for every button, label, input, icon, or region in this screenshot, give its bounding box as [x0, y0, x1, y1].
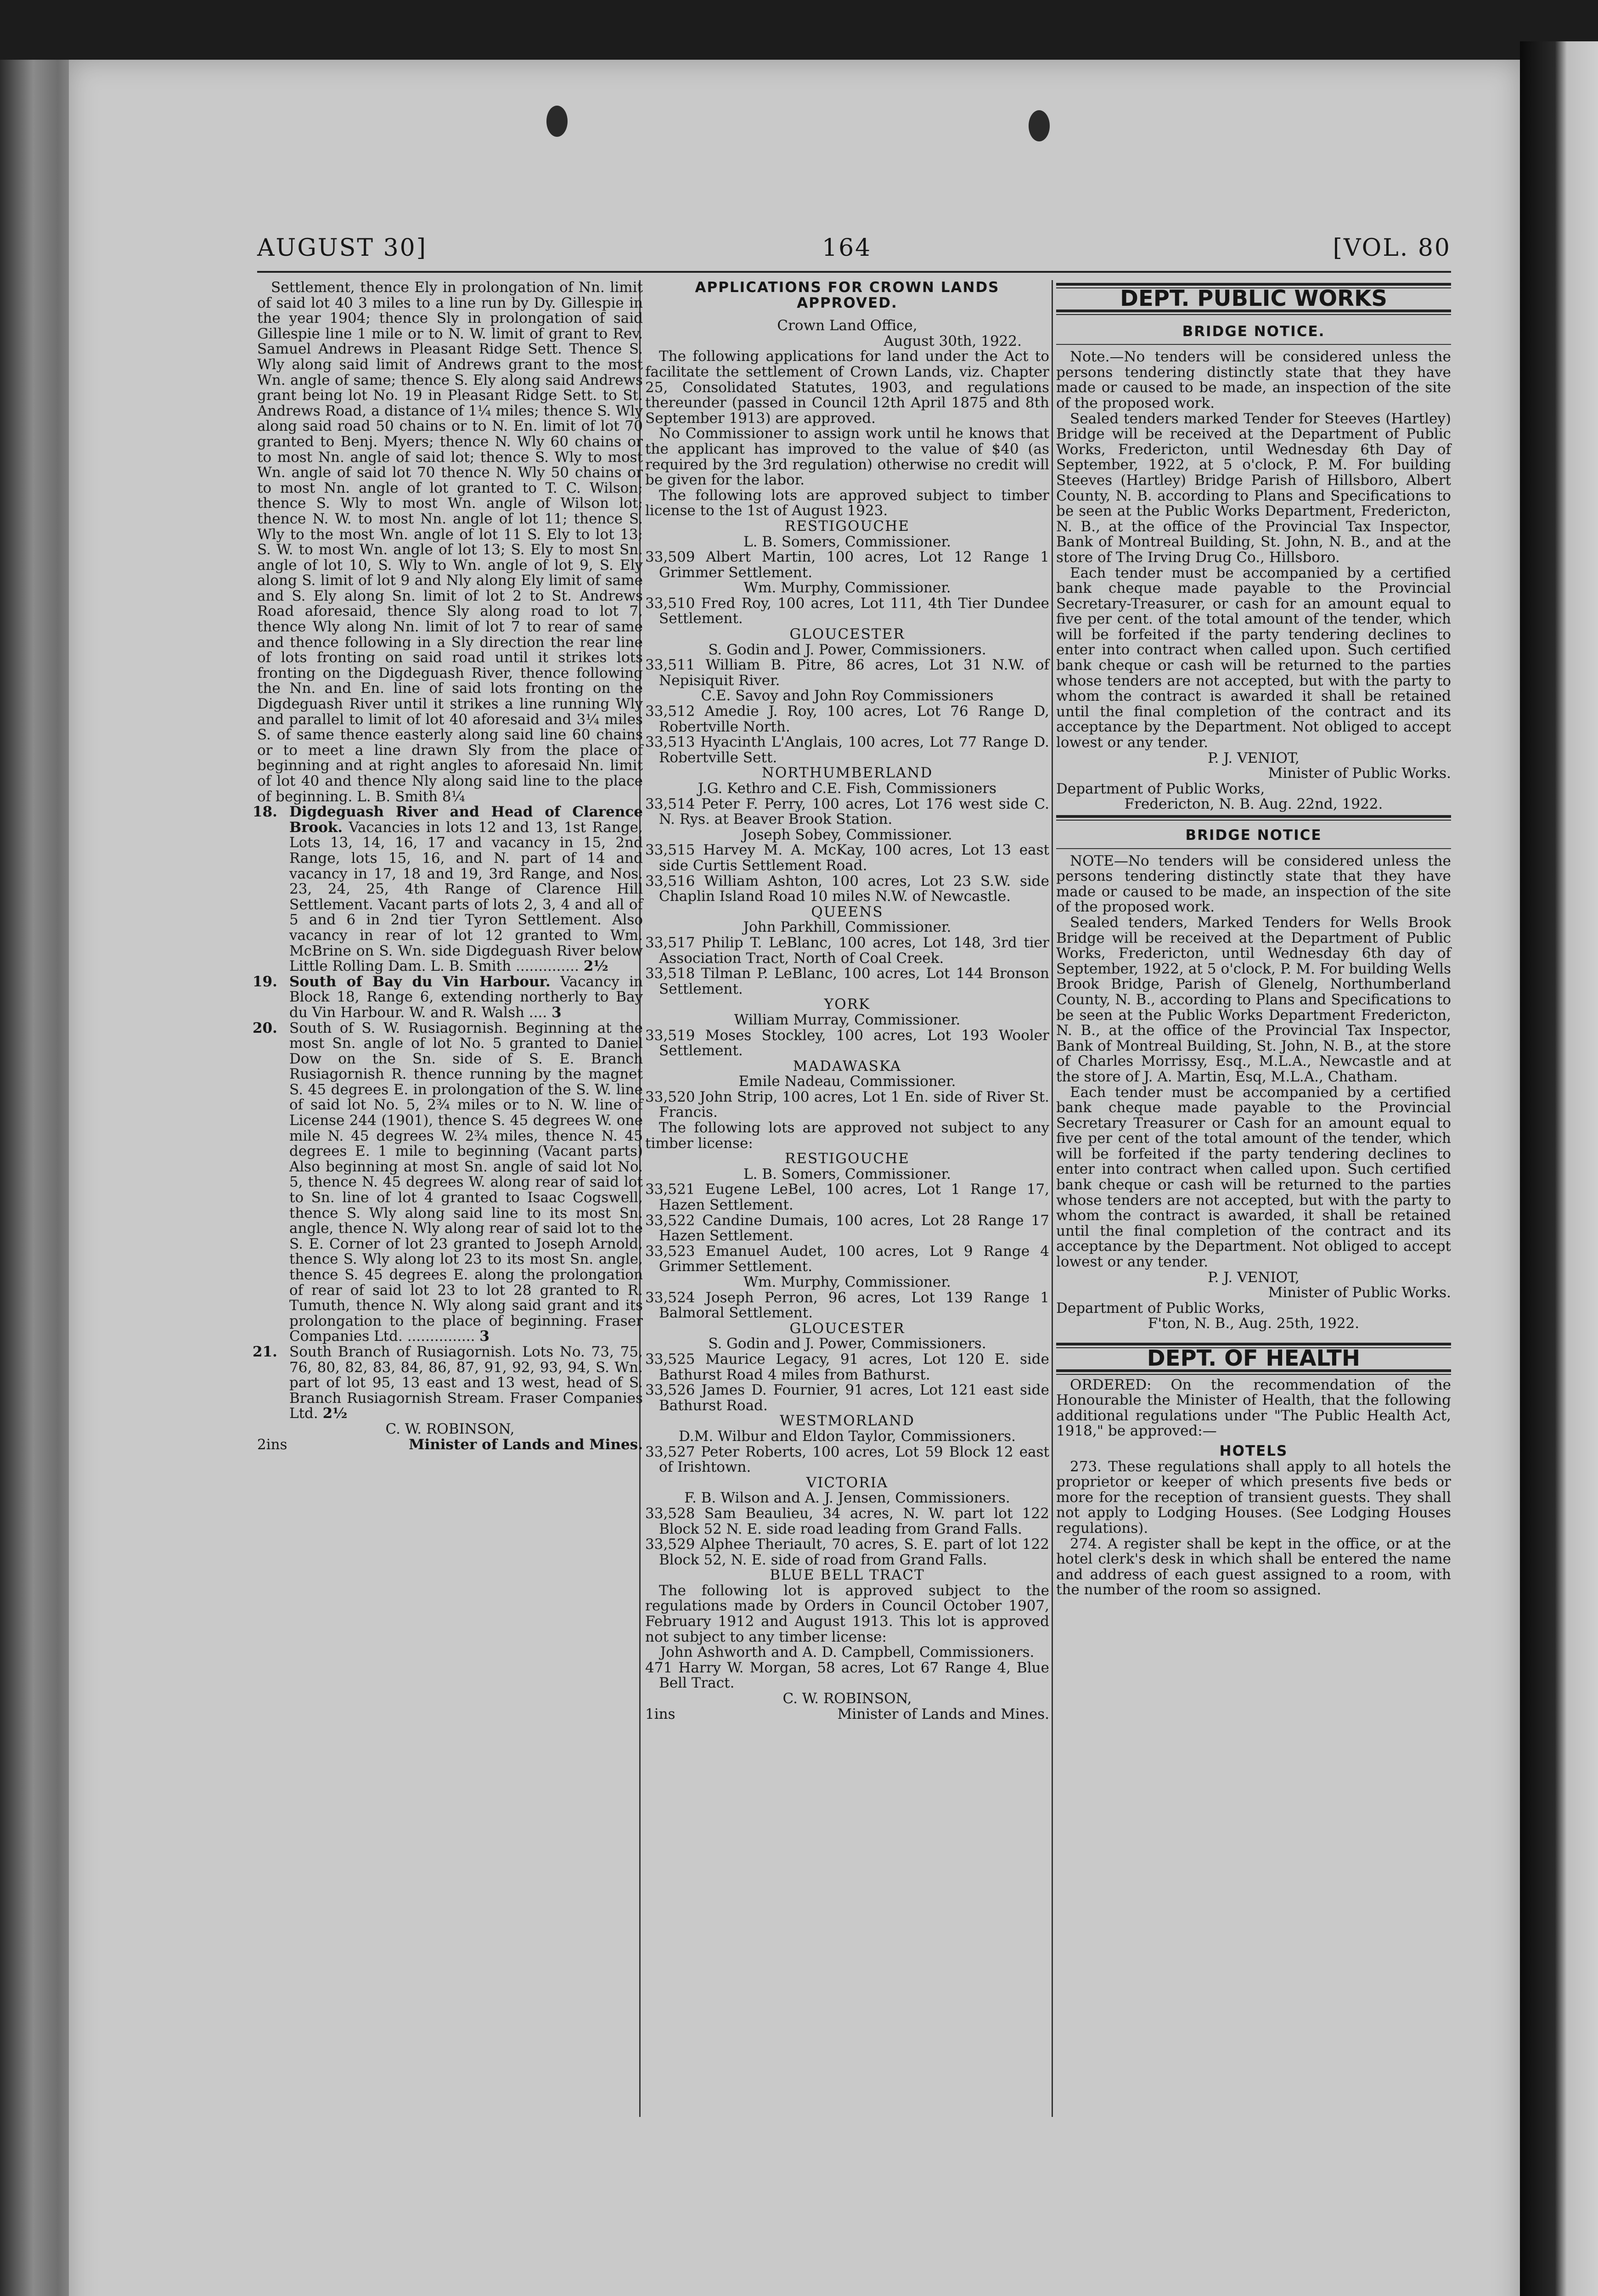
commissioner-names: L. B. Somers, Commissioner.	[743, 533, 951, 550]
county-restigouche-2	[645, 1151, 1049, 1321]
commissioner-names: S. Godin and J. Power, Commissioners.	[708, 1335, 986, 1352]
entry-title: South Branch of Rusiagornish.	[289, 1343, 516, 1360]
department-line: Department of Public Works,	[1056, 1300, 1265, 1317]
lot-entry: 33,511 William B. Pitre, 86 acres, Lot 31 N.W. of Nepisiquit River.	[645, 657, 1049, 689]
column-divider	[1052, 280, 1053, 2117]
entry-20	[253, 1019, 643, 1345]
insertion-count: 2ins	[257, 1436, 287, 1453]
commissioner-names: Wm. Murphy, Commissioner.	[743, 580, 951, 597]
header-page-number: 164	[822, 234, 872, 262]
blue-bell-heading: BLUE BELL TRACT	[770, 1567, 925, 1584]
county-name: RESTIGOUCHE	[785, 518, 910, 535]
regulation-274: 274. A register shall be kept in the office, or at the hotel clerk's desk in which shall be entered the name and address of each guest assigned to a room, with the number of the room so assigned.	[1056, 1535, 1451, 1598]
lot-entry: 33,522 Candine Dumais, 100 acres, Lot 28 Range 17 Hazen Settlement.	[645, 1212, 1049, 1244]
commissioner-names: F. B. Wilson and A. J. Jensen, Commissioners.	[684, 1490, 1010, 1507]
regulation-273: 273. These regulations shall apply to all hotels the proprietor or keeper of which presents five beds or more for the reception of transient guests. They shall not apply to Lodging Houses. (See Lodging Houses regulations).	[1056, 1458, 1451, 1536]
signature-line	[257, 1437, 643, 1453]
lot-entry: 33,527 Peter Roberts, 100 acres, Lot 59 Block 12 east of Irishtown.	[645, 1443, 1049, 1476]
county-queens	[645, 905, 1049, 997]
commissioner-names: Emile Nadeau, Commissioner.	[738, 1073, 956, 1090]
area-value: 2½	[322, 1405, 348, 1422]
section-rule	[1056, 815, 1451, 821]
section-rule	[1056, 344, 1451, 345]
county-gloucester-2	[645, 1321, 1049, 1414]
lot-entry: 33,514 Peter F. Perry, 100 acres, Lot 176 west side C. N. Rys. at Beaver Brook Station.	[645, 795, 1049, 828]
column-land-descriptions	[253, 279, 643, 2103]
signature-title: Minister of Lands and Mines.	[409, 1436, 643, 1453]
entry-number: 21.	[253, 1343, 277, 1360]
section-rule	[1056, 848, 1451, 849]
binding-hole-icon	[1029, 110, 1050, 141]
no-timber-license-paragraph: The following lots are approved not subject to any timber license:	[645, 1120, 1049, 1152]
commissioner-paragraph: No Commissioner to assign work until he knows that the applicant has improved to the value of $40 (as required by the 3rd regulation) otherwise no credit will be given for the labor.	[645, 425, 1049, 489]
office-name: Crown Land Office,	[777, 317, 917, 334]
county-york	[645, 997, 1049, 1058]
entry-title: South of Bay du Vin Harbour.	[289, 973, 551, 990]
county-name: GLOUCESTER	[789, 1320, 905, 1337]
dept-public-works-heading: DEPT. PUBLIC WORKS	[1120, 286, 1387, 311]
county-name: NORTHUMBERLAND	[761, 765, 933, 782]
county-name: RESTIGOUCHE	[785, 1150, 910, 1167]
bridge-notice-note: Note.—No tenders will be considered unless the persons tendering distinctly state that they have made or caused to be made, an inspection of the site of the proposed work.	[1056, 349, 1451, 411]
department-line: Department of Public Works,	[1056, 780, 1265, 797]
county-westmorland	[645, 1413, 1049, 1475]
lot-entry: 33,525 Maurice Legacy, 91 acres, Lot 120 E. side Bathurst Road 4 miles from Bathurst.	[645, 1351, 1049, 1383]
lot-entry: 33,521 Eugene LeBel, 100 acres, Lot 1 Range 17, Hazen Settlement.	[645, 1181, 1049, 1214]
area-value: 3	[551, 1004, 562, 1021]
bridge-notice-body: Sealed tenders marked Tender for Steeves (Hartley) Bridge will be received at the Department of Public Works, Fredericton, until Wednesday 6th Day of September, 1922, at 5 o'clock, P. M. For building Steeves (Hartley) Bridge Parish of Hillsboro, Albert County, N. B. according to Plans and Specifications to be seen at the Public Works Department, Fredericton, N. B., at the office of the Provincial Tax Inspector, Bank of Montreal Building, St. John, N. B., and at the store of The Irving Drug Co., Hillsboro.	[1056, 410, 1451, 566]
county-name: MADAWASKA	[793, 1058, 902, 1075]
commissioner-names: C.E. Savoy and John Roy Commissioners	[701, 687, 994, 704]
commissioner-names: D.M. Wilbur and Eldon Taylor, Commissioners.	[678, 1428, 1016, 1445]
place-date: F'ton, N. B., Aug. 25th, 1922.	[1148, 1315, 1360, 1332]
hotels-heading: HOTELS	[1219, 1442, 1288, 1459]
bridge-notice-heading: BRIDGE NOTICE	[1185, 827, 1322, 844]
signature-title: Minister of Lands and Mines.	[837, 1705, 1049, 1722]
entry-21	[253, 1343, 643, 1422]
entry-text: Lots No. 73, 75, 76, 80, 82, 83, 84, 86, 87, 91, 92, 93, 94, S. Wn. part of lot 95, 13 east and 13 west, head of S. Branch Rusiagornish Stream. Fraser Companies Ltd.	[289, 1343, 643, 1422]
header-date: AUGUST 30]	[257, 234, 428, 262]
column-departments	[1056, 280, 1451, 2103]
area-value: 8¼	[442, 788, 465, 805]
county-name: WESTMORLAND	[780, 1412, 915, 1429]
bridge-notice-note: NOTE—No tenders will be considered unless the persons tendering distinctly state that they have made or caused to be made, an inspection of the site of the proposed work.	[1056, 852, 1451, 916]
bridge-notice-body: Sealed tenders, Marked Tenders for Wells Brook Bridge will be received at the Department of Public Works, Fredericton, until Wednesday 6th day of September, 1922, at 5 o'clock, P. M. For building Wells Brook Bridge, Parish of Glenelg, Northumberland County, N. B., according to Plans and Specifications to be seen at the Public Works Department Fredericton, N. B., at the office of the Provincial Tax Inspector, Bank of Montreal Building, St. John, N. B., at the store of Charles Morrissy, Esq., M.L.A., Newcastle and at the store of J. A. Martin, Esq, M.L.A., Chatham.	[1056, 914, 1451, 1085]
binding-hole-icon	[546, 106, 568, 137]
lot-entry: 33,519 Moses Stockley, 100 acres, Lot 193 Wooler Settlement.	[645, 1027, 1049, 1059]
insertion-count: 1ins	[645, 1705, 675, 1722]
commissioner-names: Joseph Sobey, Commissioner.	[742, 826, 952, 843]
lot-entry: 33,515 Harvey M. A. McKay, 100 acres, Lot 13 east side Curtis Settlement Road.	[645, 842, 1049, 874]
lot-entry: 33,526 James D. Fournier, 91 acres, Lot 121 east side Bathurst Road.	[645, 1382, 1049, 1414]
county-gloucester-1	[645, 627, 1049, 765]
lot-entry: 33,523 Emanuel Audet, 100 acres, Lot 9 Range 4 Grimmer Settlement.	[645, 1243, 1049, 1275]
opening-text: Settlement, thence Ely in prolongation of Nn. limit of said lot 40 3 miles to a line run by Dy. Gillespie in the year 1904; thence Sly in prolongation of said Gillespie line 1 mile or to N. W. limit of grant to Rev. Samuel Andrews in Pleasant Ridge Sett. Thence S. Wly along said limit of Andrews grant to the most Wn. angle of same; thence S. Ely along said Andrews grant being lot No. 19 in Pleasant Ridge Sett. to St. Andrews Road, a distance of 1¼ miles; thence S. Wly along said road 50 chains or to N. En. limit of lot 70 granted to Benj. Myers; thence N. Wly 60 chains or to most Nn. angle of said lot; thence S. Wly to most Wn. angle of said lot 70 thence N. Wly 50 chains or to most Nn. angle of lot granted to T. C. Wilson; thence S. Wly to most Wn. angle of Wilson lot; thence N. W. to most Nn. angle of lot 11; thence S. Wly to the most Wn. angle of lot 11 S. Ely to lot 13; S. W. to most Wn. angle of lot 13; S. Ely to most Sn. angle of lot 10, S. Wly to Wn. angle of lot 9, S. Ely along S. limit of lot 9 and Nly along Ely limit of same and S. Ely along Sn. limit of lot 2 to St. Andrews Road aforesaid, thence Sly along road to lot 7, thence Wly along Nn. limit of lot 7 to rear of same and thence following in a Sly direction the rear line of lots fronting on said road until it strikes lots fronting on the Digdeguash River, thence following the Nn. and En. line of said lots fronting on the Digdeguash River until it strikes a line running Wly and parallel to limit of lot 40 aforesaid and 3¼ miles S. of same thence easterly along said line 60 chains or to meet a line drawn Sly from the place of beginning and at right angles to aforesaid Nn. limit of lot 40 and thence Nly along said line to the place of beginning. L. B. Smith	[257, 279, 643, 805]
lot-entry: 471 Harry W. Morgan, 58 acres, Lot 67 Range 4, Blue Bell Tract.	[645, 1659, 1049, 1692]
signer-title: Minister of Public Works.	[1268, 765, 1451, 782]
commissioner-names: William Murray, Commissioner.	[734, 1011, 961, 1028]
opening-paragraph	[257, 280, 643, 805]
entry-title: Digdeguash River and Head of Clarence Brook.	[289, 804, 643, 836]
book-spine-right	[1520, 41, 1598, 2296]
entry-text: Beginning at the most Sn. angle of lot No. 5 granted to Daniel Dow on the Sn. side of S. E. Branch Rusiagornish R. thence running by the magnet S. 45 degrees E. in prolongation of the S. W. line of said lot No. 5, 2¾ miles or to N. W. line of License 244 (1901), thence S. 45 degrees W. one mile N. 45 degrees W. 2¾ miles, thence N. 45 degrees E. 1 mile to beginning (Vacant parts) Also beginning at most Sn. angle of said lot No. 5, thence N. 45 degrees W. along rear of said lot to Sn. line of lot 4 granted to Isaac Cogswell, thence S. Wly along said line to its most Sn. angle, thence N. Wly along rear of said lot to the S. E. Corner of lot 23 granted to Joseph Arnold, thence S. Wly along lot 23 to its most Sn. angle, thence S. 45 degrees E. along the prolongation of rear of said lot 23 to lot 28 granted to R. Tumuth, thence N. Wly along said grant and its prolongation to the place of beginning. Fraser Companies Ltd. ...............	[289, 1019, 643, 1345]
entry-19	[253, 973, 643, 1021]
area-value: 3	[479, 1328, 490, 1345]
entry-number: 20.	[253, 1019, 277, 1036]
county-name: GLOUCESTER	[789, 626, 905, 643]
county-restigouche-1	[645, 519, 1049, 627]
entry-number: 19.	[253, 973, 277, 990]
lot-entry: 33,517 Philip T. LeBlanc, 100 acres, Lot 148, 3rd tier Association Tract, North of Coal Creek.	[645, 934, 1049, 967]
bridge-notice-cheque: Each tender must be accompanied by a certified bank cheque made payable to the Provincial Secretary-Treasurer, or cash for an amount equal to five per cent. of the total amount of the tender, which will be forfeited if the party tendering declines to enter into contract when called upon. Such certified bank cheque or cash will be returned to the parties whose tenders are not accepted, but with the party to whom the contract is awarded it shall be retained until the final completion of the contract and its acceptance by the Department. Not obliged to accept lowest or any tender.	[1056, 564, 1451, 751]
bridge-notice-cheque: Each tender must be accompanied by a certified bank cheque made payable to the Provincial Secretary Treasurer or Cash for an amount equal to five per cent of the total amount of the tender, which will be forfeited if the party tendering declines to enter into contract when called upon. Such certified bank cheque or cash will be returned to the parties whose tenders are not accepted, but with the party to whom the contract is awarded, it shall be retained until the final completion of the contract and its acceptance by the Department. Not obliged to accept lowest or any tender.	[1056, 1084, 1451, 1271]
lot-entry: 33,524 Joseph Perron, 96 acres, Lot 139 Range 1 Balmoral Settlement.	[645, 1289, 1049, 1322]
entry-title: South of S. W. Rusiagornish.	[289, 1019, 508, 1036]
header-rule	[257, 271, 1451, 273]
county-victoria	[645, 1475, 1049, 1568]
commissioner-names: L. B. Somers, Commissioner.	[743, 1165, 951, 1182]
lot-entry: 33,516 William Ashton, 100 acres, Lot 23 S.W. side Chaplin Island Road 10 miles N.W. of Newcastle.	[645, 872, 1049, 905]
entry-number: 18.	[253, 804, 277, 821]
commissioner-names: John Parkhill, Commissioner.	[743, 919, 951, 936]
office-date: August 30th, 1922.	[883, 332, 1022, 349]
dept-health-heading: DEPT. OF HEALTH	[1147, 1345, 1361, 1371]
entry-18	[253, 804, 643, 975]
signer-name: P. J. VENIOT,	[1208, 1269, 1300, 1286]
signer-title: Minister of Public Works.	[1268, 1284, 1451, 1301]
area-value: 2½	[583, 958, 608, 975]
lot-entry: 33,520 John Strip, 100 acres, Lot 1 En. side of River St. Francis.	[645, 1088, 1049, 1121]
bridge-notice-heading: BRIDGE NOTICE.	[1182, 323, 1325, 340]
entry-text: Vacancies in lots 12 and 13, 1st Range, Lots 13, 14, 16, 17 and vacancy in 15, 2nd Range, lots 15, 16, and N. part of 14 and vacancy in 17, 18 and 19, 3rd Range, and Nos. 23, 24, 25, 4th Range of Clarence Hill Settlement. Vacant parts of lots 2, 3, 4 and all of 5 and 6 in 2nd tier Tyron Settlement. Also vacancy in rear of lot 12 granted to Wm. McBrine on S. Wn. side Digdeguash River below Little Rolling Dam. L. B. Smith ..............	[289, 819, 643, 975]
intro-paragraph: The following applications for land under the Act to facilitate the settlement of Crown Lands, viz. Chapter 25, Consolidated Statutes, 1903, and regulations thereunder (passed in Council 12th April 1875 and 8th September 1913) are approved.	[645, 348, 1049, 427]
crown-lands-heading: APPLICATIONS FOR CROWN LANDS APPROVED.	[695, 279, 1000, 311]
entry-text: Vacancy in Block 18, Range 6, extending northerly to Bay du Vin Harbour. W. and R. Walsh ....	[289, 973, 643, 1021]
lot-entry: 33,509 Albert Martin, 100 acres, Lot 12 Range 1 Grimmer Settlement.	[645, 549, 1049, 581]
lot-entry: 33,529 Alphee Theriault, 70 acres, S. E. part of lot 122 Block 52, N. E. side of road from Grand Falls.	[645, 1536, 1049, 1568]
commissioner-names: J.G. Kethro and C.E. Fish, Commissioners	[698, 780, 997, 797]
place-date: Fredericton, N. B. Aug. 22nd, 1922.	[1124, 796, 1383, 813]
commissioner-names: Wm. Murphy, Commissioner.	[743, 1274, 951, 1290]
county-northumberland	[645, 765, 1049, 904]
commissioner-names: John Ashworth and A. D. Campbell, Commissioners.	[660, 1644, 1035, 1661]
county-name: YORK	[824, 996, 871, 1013]
column-crown-lands	[645, 280, 1049, 2103]
page-header	[257, 234, 1451, 266]
lot-entry: 33,510 Fred Roy, 100 acres, Lot 111, 4th Tier Dundee Settlement.	[645, 595, 1049, 627]
header-volume: [VOL. 80	[1333, 234, 1451, 262]
signature-line	[645, 1707, 1049, 1722]
commissioner-names: S. Godin and J. Power, Commissioners.	[708, 641, 986, 658]
signer-name: P. J. VENIOT,	[1208, 749, 1300, 766]
timber-license-paragraph: The following lots are approved subject to timber license to the 1st of August 1923.	[645, 487, 1049, 519]
signature-name: C. W. ROBINSON,	[385, 1420, 515, 1437]
lot-entry: 33,518 Tilman P. LeBlanc, 100 acres, Lot 144 Bronson Settlement.	[645, 965, 1049, 997]
lot-entry: 33,512 Amedie J. Roy, 100 acres, Lot 76 Range D, Robertville North.	[645, 703, 1049, 735]
lot-entry: 33,528 Sam Beaulieu, 34 acres, N. W. part lot 122 Block 52 N. E. side road leading from Grand Falls.	[645, 1505, 1049, 1537]
blue-bell-text: The following lot is approved subject to the regulations made by Orders in Council October 1907, February 1912 and August 1913. This lot is approved not subject to any timber license:	[645, 1582, 1049, 1645]
ordered-paragraph: ORDERED: On the recommendation of the Honourable the Minister of Health, that the following additional regulations under "The Public Health Act, 1918," be approved:—	[1056, 1376, 1451, 1440]
signature-name: C. W. ROBINSON,	[782, 1690, 912, 1707]
county-name: VICTORIA	[806, 1474, 889, 1491]
county-name: QUEENS	[811, 903, 883, 920]
county-madawaska	[645, 1059, 1049, 1120]
lot-entry: 33,513 Hyacinth L'Anglais, 100 acres, Lot 77 Range D. Robertville Sett.	[645, 734, 1049, 766]
